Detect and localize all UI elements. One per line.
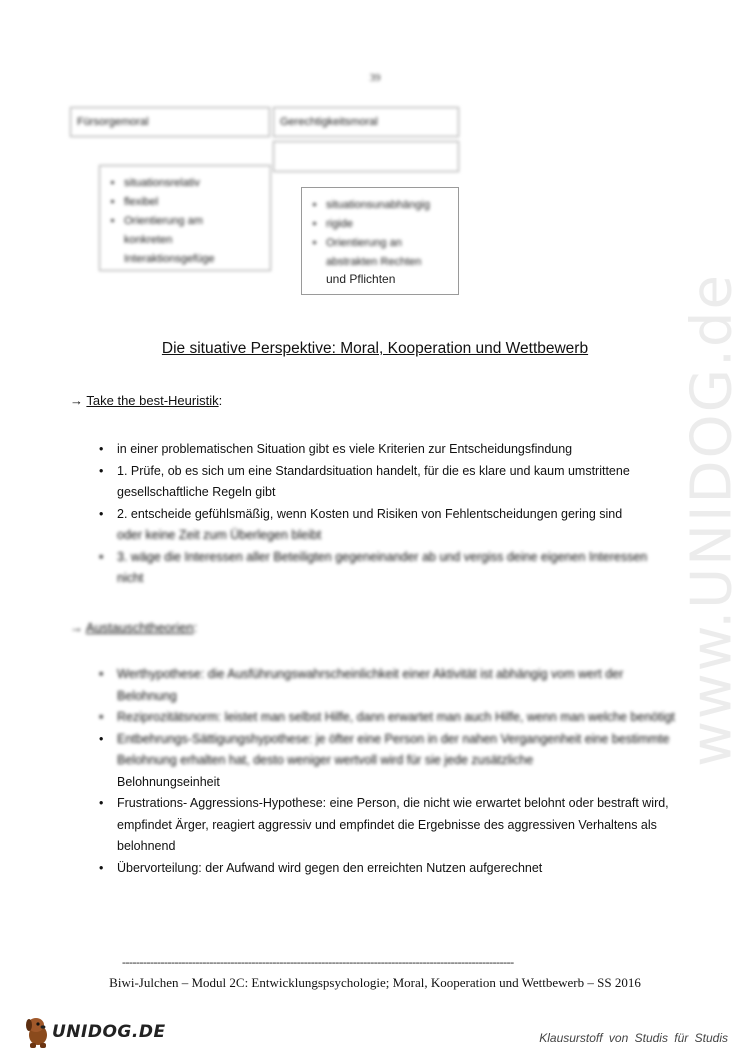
right-item-continued: und Pflichten [326, 272, 396, 286]
heuristic-list [95, 439, 675, 590]
left-title: Fürsorgemoral [77, 116, 149, 128]
right-title: Gerechtigkeitsmoral [280, 116, 378, 128]
list-item: • Übervorteilung: der Aufwand wird gegen den erreichten Nutzen aufgerechnet [95, 858, 675, 880]
right-item: • Orientierung an abstrakten Rechten [326, 234, 450, 272]
list-item: • 3. wäge die Interessen aller Beteiligten gegeneinander ab und vergiss deine eigenen Interessen nicht [95, 547, 675, 590]
arrow-icon: → [70, 393, 83, 408]
left-title-box [70, 107, 270, 137]
list-item: • Reziprozitätsnorm: leistet man selbst Hilfe, dann erwartet man auch Hilfe, wenn man welche benötigt [95, 707, 675, 729]
heuristic-heading: → Take the best-Heuristik: [70, 393, 223, 408]
left-item: • Orientierung am konkreten Interaktionsgefüge [124, 212, 262, 269]
exchange-list [95, 664, 675, 879]
list-item: • 2. entscheide gefühlsmäßig, wenn Kosten und Risiken von Fehlentscheidungen gering sind oder keine Zeit zum Überlegen bleibt [95, 504, 675, 547]
right-title-box [273, 107, 459, 137]
list-item: • 1. Prüfe, ob es sich um eine Standardsituation handelt, für die es klare und kaum umstrittene gesellschaftliche Regeln gibt [95, 461, 675, 504]
left-item: • flexibel [124, 193, 262, 212]
watermark: www.UNIDOG.de [679, 273, 745, 767]
tagline: Klausurstoff von Studis für Studis [539, 1031, 728, 1045]
list-item: • Entbehrungs-Sättigungshypothese: je öfter eine Person in der nahen Vergangenheit eine bestimmte Belohnung erhalten hat, desto weniger wertvoll wird für sie jede zusätzliche Belohnungseinheit [95, 729, 675, 794]
right-item: • rigide [326, 215, 450, 234]
section-heading: Die situative Perspektive: Moral, Kooperation und Wettbewerb [161, 340, 589, 357]
list-item: • Frustrations- Aggressions-Hypothese: eine Person, die nicht wie erwartet belohnt oder bestraft wird, empfindet Ärger, reagiert aggressiv und empfindet die Ergebnisse des aggressiven Verhaltens als belohnend [95, 793, 675, 858]
dog-icon [24, 1013, 54, 1049]
arrow-icon: → [70, 620, 83, 635]
exchange-title: Austauschtheorien [85, 620, 194, 635]
page-number: 39 [369, 72, 381, 84]
footer-text: Biwi-Julchen – Modul 2C: Entwicklungspsychologie; Moral, Kooperation und Wettbewerb – SS 2016 [109, 975, 641, 990]
exchange-heading: → Austauschtheorien: [70, 620, 198, 635]
list-item: • in einer problematischen Situation gibt es viele Kriterien zur Entscheidungsfindung [95, 439, 675, 461]
right-item: • situationsunabhängig [326, 196, 450, 215]
left-item: • situationsrelativ [124, 174, 262, 193]
list-item: • Werthypothese: die Ausführungswahrscheinlichkeit einer Aktivität ist abhängig vom wert der Belohnung [95, 664, 675, 707]
logo-text: UNIDOG.DE [52, 1022, 166, 1042]
unidog-logo [24, 1013, 166, 1049]
right-items-box [301, 187, 459, 295]
footer-separator: ---------------------------------------------------------------------------------------------------------------- [122, 955, 514, 969]
left-items-box [99, 165, 271, 271]
empty-box [273, 141, 459, 172]
heuristic-title: Take the best-Heuristik [86, 393, 219, 408]
